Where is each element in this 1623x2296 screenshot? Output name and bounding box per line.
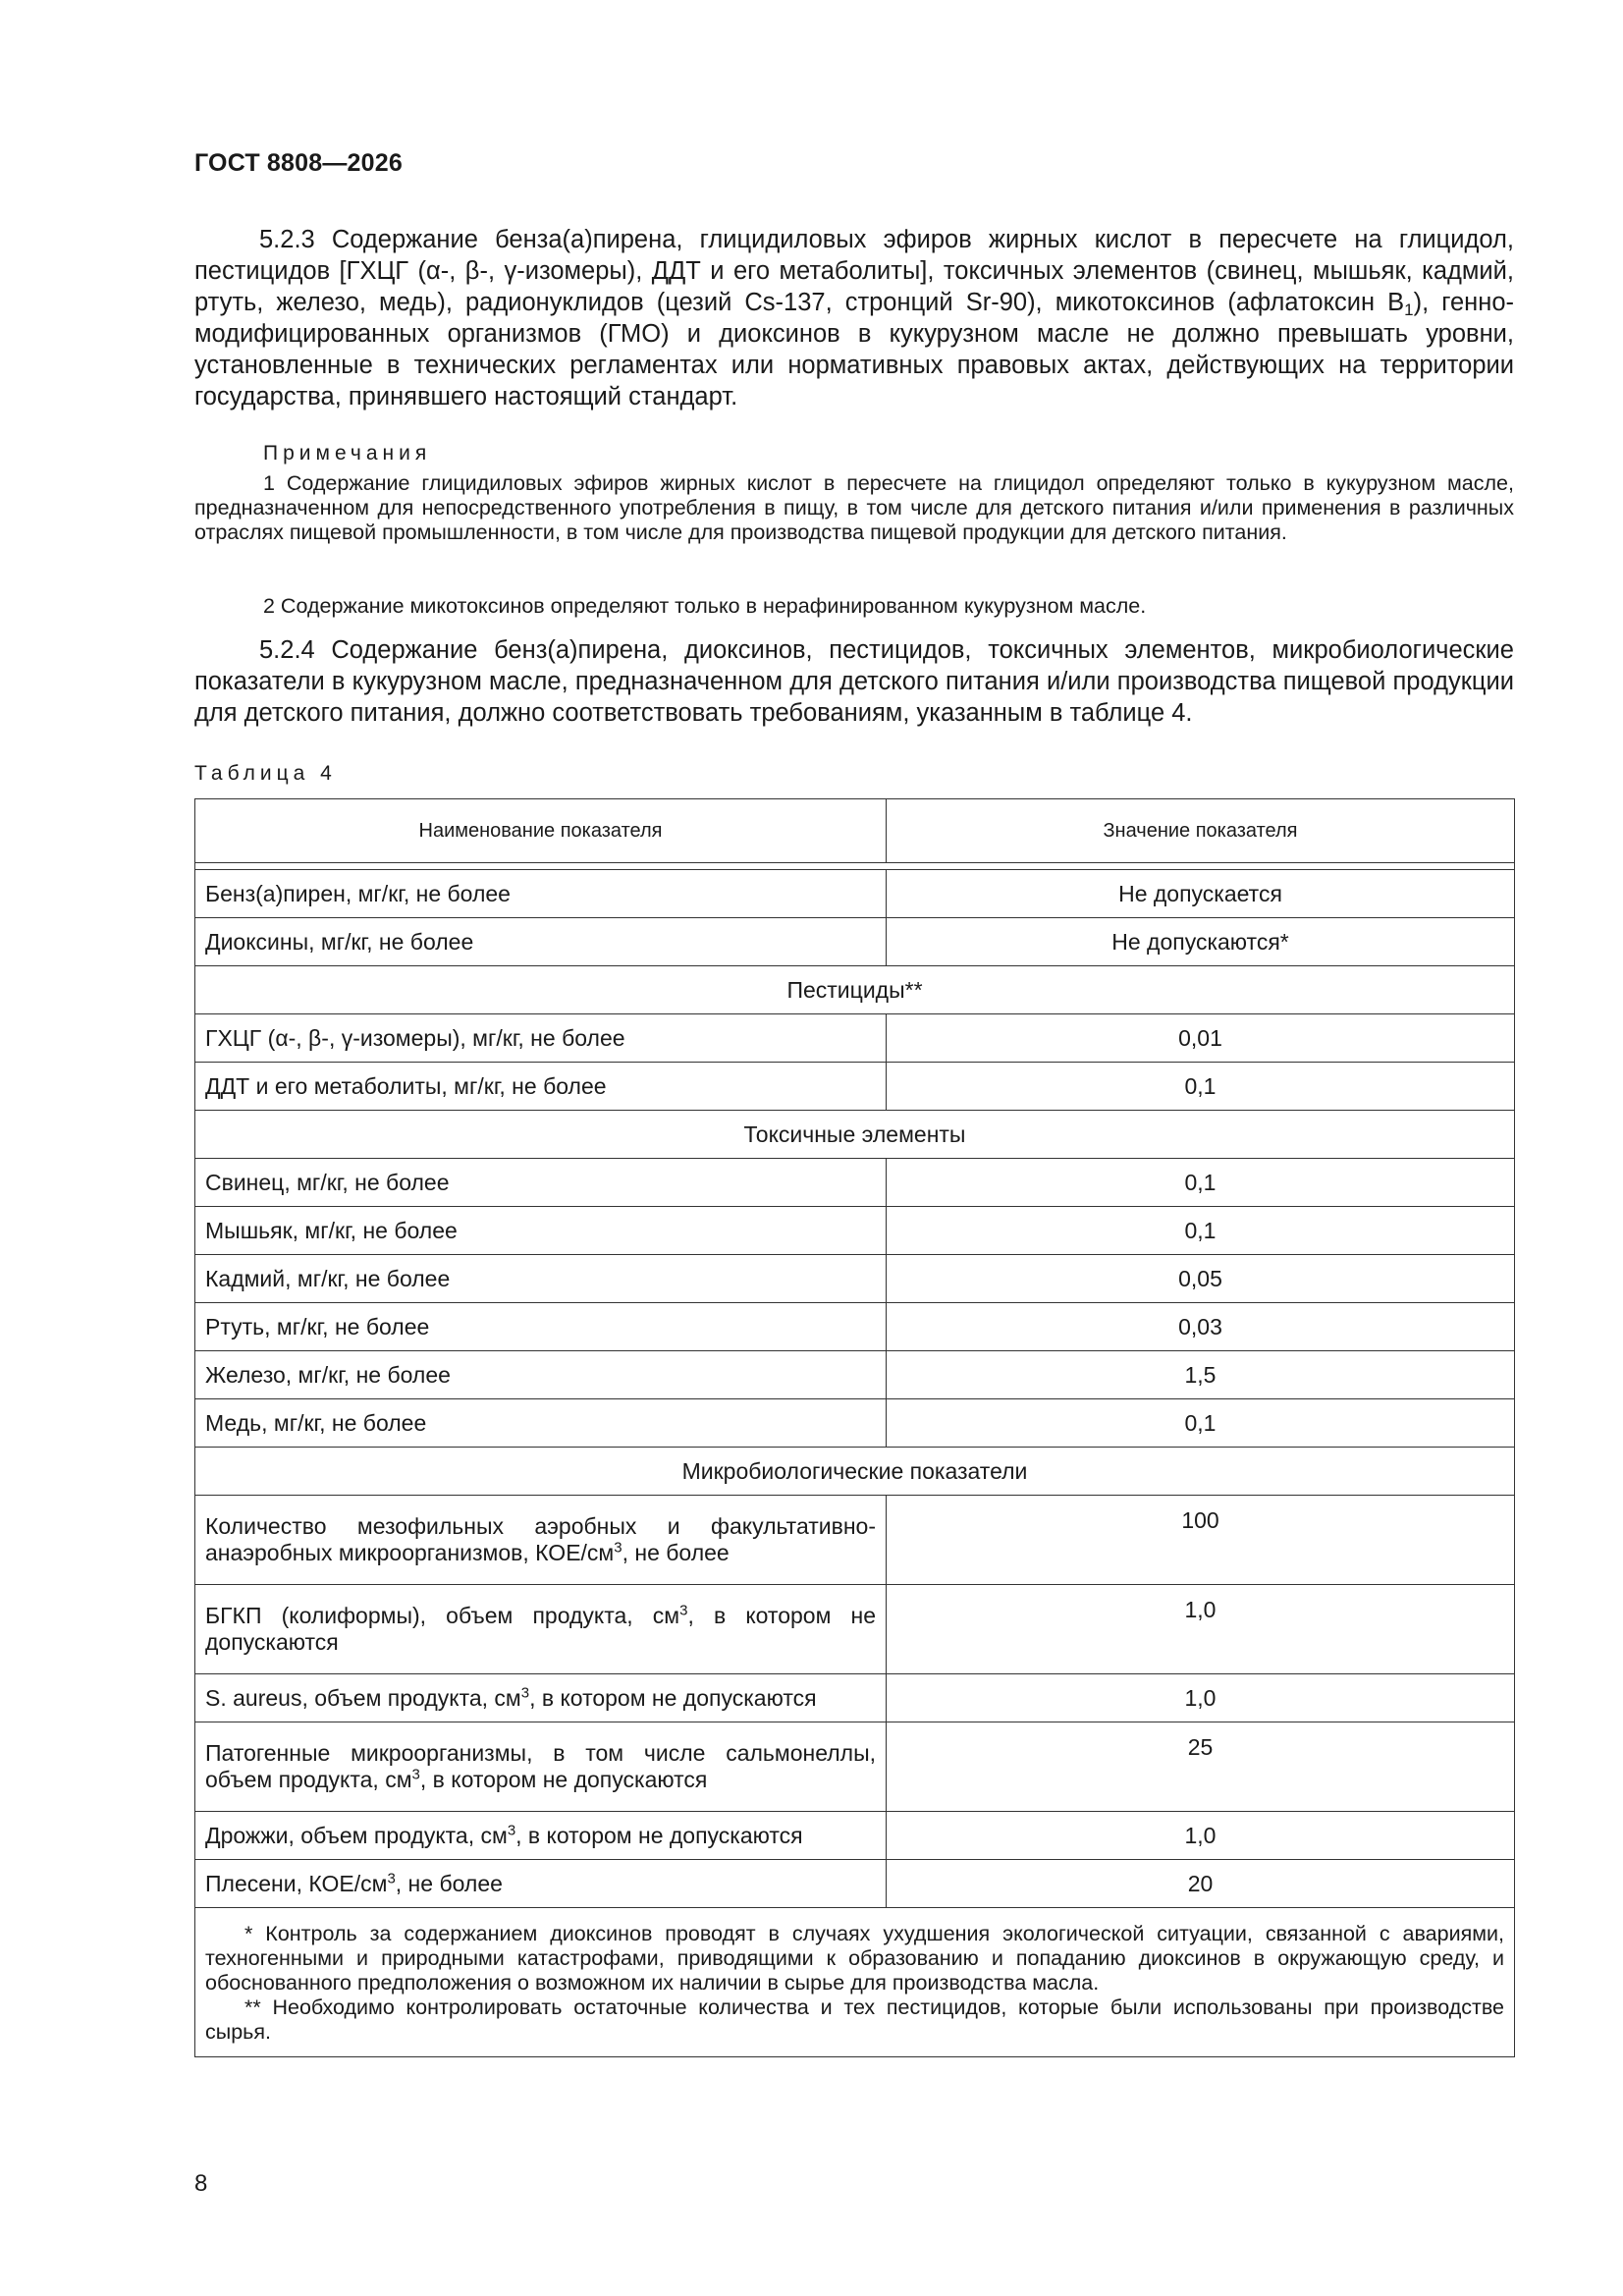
note-2: 2 Содержание микотоксинов определяют только в нерафинированном кукурузном масле. [263,594,1147,618]
header-separator [195,863,1515,870]
table-row [195,1722,1515,1812]
table-row [195,1255,1515,1303]
table-row [195,1585,1515,1674]
row-value: 1,5 [887,1351,1515,1399]
row-name [195,1812,887,1860]
superscript: 3 [679,1602,688,1619]
column-header-value: Значение показателя [887,799,1515,863]
table-row [195,1496,1515,1585]
group-heading: Пестициды** [195,966,1515,1014]
table-group-row [195,1448,1515,1496]
table-row [195,1351,1515,1399]
row-name-text: , в котором не допускаются [515,1822,803,1848]
note-1: 1 Содержание глицидиловых эфиров жирных кислот в пересчете на глицидол определяют только в кукурузном масле, предназначенном для непосредственного употребления в пищу, в том числе для детского питания и/или применения в различных отраслях пищевой промышленности, в том числе для производства пищевой продукции для детского питания. [194,471,1514,544]
superscript: 3 [614,1539,622,1557]
column-header-name: Наименование показателя [195,799,887,863]
row-name: Железо, мг/кг, не более [195,1351,887,1399]
row-name: Бенз(а)пирен, мг/кг, не более [195,870,887,918]
table-row [195,1063,1515,1111]
row-name: Свинец, мг/кг, не более [195,1159,887,1207]
row-value: Не допускается [887,870,1515,918]
table-row [195,1399,1515,1448]
row-value: 1,0 [887,1585,1515,1674]
table-caption: Таблица 4 [194,762,337,785]
table-row [195,1812,1515,1860]
row-name [195,1585,887,1674]
table-row [195,1207,1515,1255]
paragraph-5-2-3-text-b: ), генно-модифицированных организмов (ГМО) и диоксинов в кукурузном масле не должно превышать уровни, установленные в технических регламентах или нормативных правовых актах, действующих на территории государства, принявшего настоящий стандарт. [194,289,1515,410]
table-row [195,1014,1515,1063]
row-name: Медь, мг/кг, не более [195,1399,887,1448]
row-name-text: , в котором не допускаются [205,1603,877,1655]
row-value: Не допускаются* [887,918,1515,966]
row-value: 100 [887,1496,1515,1585]
row-value: 1,0 [887,1674,1515,1722]
table-row [195,1303,1515,1351]
row-name-text: S. aureus, объем продукта, см [205,1684,521,1711]
row-name-text: Дрожжи, объем продукта, см [205,1822,508,1848]
row-name-text: , в котором не допускаются [529,1684,817,1711]
row-value: 0,1 [887,1159,1515,1207]
row-name-text: Плесени, КОЕ/см [205,1870,388,1896]
table-row [195,870,1515,918]
row-name-text: , в котором не допускаются [419,1767,708,1792]
paragraph-5-2-3-text-a: 5.2.3 Содержание бенза(а)пирена, глицидиловых эфиров жирных кислот в пересчете на глицидол, пестицидов [ГХЦГ (α-, β-, γ-изомеры), ДДТ и его метаболиты], токсичных элементов (свинец, мышьяк, кадмий, ртуть, железо, медь), радионуклидов (цезий Cs-137, стронций Sr-90), микотоксинов (афлатоксин B [194,226,1514,316]
table-row [195,1860,1515,1908]
row-value: 0,05 [887,1255,1515,1303]
row-name-text: Количество мезофильных аэробных и факультативно-анаэробных микроорганизмов, КОЕ/см [205,1513,876,1565]
row-name: Кадмий, мг/кг, не более [195,1255,887,1303]
row-name [195,1722,887,1812]
table-row [195,1159,1515,1207]
group-heading: Микробиологические показатели [195,1448,1515,1496]
footnote-pesticides: ** Необходимо контролировать остаточные количества и тех пестицидов, которые были использованы при производстве сырья. [205,1995,1504,2044]
row-name [195,1860,887,1908]
group-heading: Токсичные элементы [195,1111,1515,1159]
superscript: 3 [507,1821,516,1838]
table-footnotes [195,1908,1515,2057]
row-name-text: Патогенные микроорганизмы, в том числе сальмонеллы, объем продукта, см [205,1740,876,1792]
indicators-table [194,798,1515,2057]
row-name-text: БГКП (колиформы), объем продукта, см [205,1603,680,1628]
paragraph-5-2-3 [194,224,1514,412]
row-value: 20 [887,1860,1515,1908]
table-footnotes-row [195,1908,1515,2057]
row-value: 25 [887,1722,1515,1812]
row-name [195,1674,887,1722]
table-header-row [195,799,1515,863]
row-value: 1,0 [887,1812,1515,1860]
paragraph-5-2-4: 5.2.4 Содержание бенз(а)пирена, диоксинов, пестицидов, токсичных элементов, микробиологические показатели в кукурузном масле, предназначенном для детского питания и/или производства пищевой продукции для детского питания, должно соответствовать требованиям, указанным в таблице 4. [194,636,1514,727]
row-name: ДДТ и его метаболиты, мг/кг, не более [195,1063,887,1111]
table-row [195,1674,1515,1722]
paragraph-5-2-3-subscript: 1 [1404,301,1414,319]
row-name: Мышьяк, мг/кг, не более [195,1207,887,1255]
table-group-row [195,966,1515,1014]
row-value: 0,1 [887,1399,1515,1448]
row-name [195,1496,887,1585]
notes-heading: Примечания [263,442,432,465]
row-value: 0,1 [887,1207,1515,1255]
table-row [195,918,1515,966]
footnote-dioxins: * Контроль за содержанием диоксинов проводят в случаях ухудшения экологической ситуации, связанной с авариями, техногенными и природными катастрофами, приводящими к образованию и попаданию диоксинов в окружающую среду, и обоснованного предположения о возможном их наличии в сырье для производства масла. [205,1922,1504,1995]
superscript: 3 [520,1683,530,1701]
table-group-row [195,1111,1515,1159]
row-name-text: , не более [395,1870,503,1896]
row-name: Ртуть, мг/кг, не более [195,1303,887,1351]
page-number: 8 [194,2170,208,2197]
row-name: Диоксины, мг/кг, не более [195,918,887,966]
superscript: 3 [411,1766,420,1783]
row-value: 0,01 [887,1014,1515,1063]
row-value: 0,03 [887,1303,1515,1351]
row-name: ГХЦГ (α-, β-, γ-изомеры), мг/кг, не более [195,1014,887,1063]
row-name-text: , не более [622,1540,730,1565]
row-value: 0,1 [887,1063,1515,1111]
page-header-title: ГОСТ 8808—2026 [194,149,403,177]
superscript: 3 [387,1869,396,1886]
